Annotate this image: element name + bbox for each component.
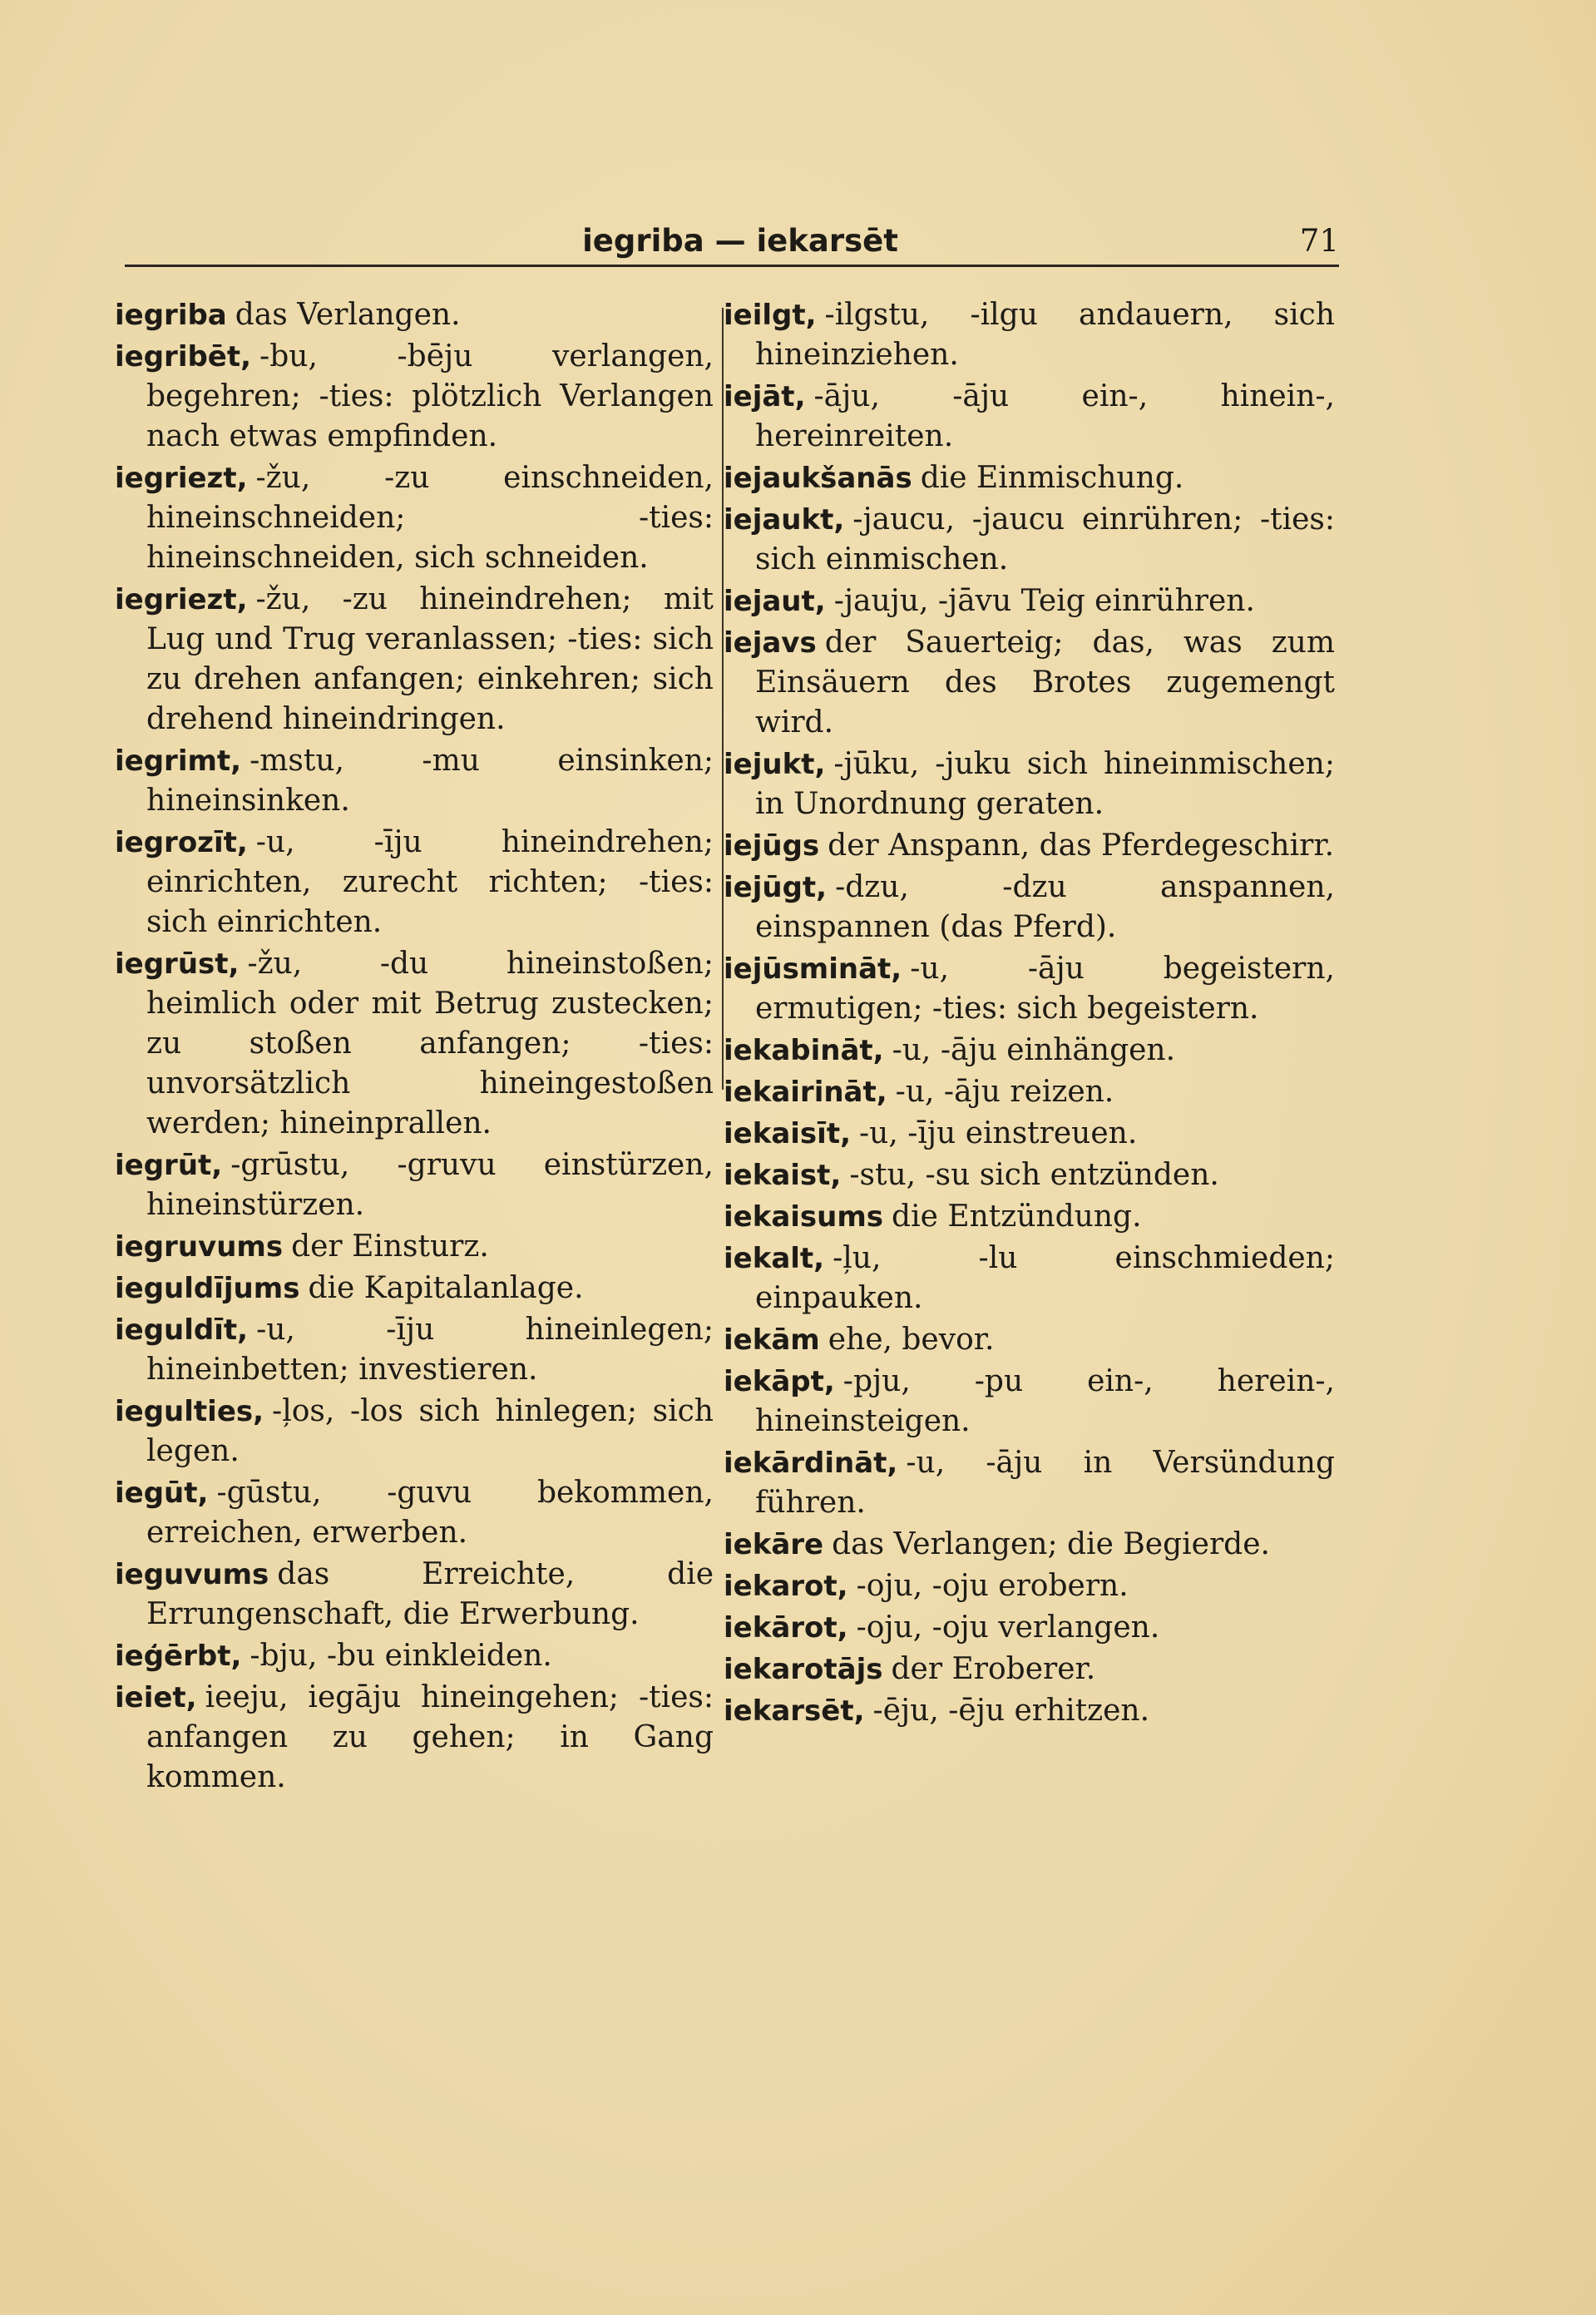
entry-headword: iegruvums: [115, 1230, 284, 1264]
page-header: [125, 223, 1339, 273]
entry-definition: die Entzündung.: [892, 1200, 1142, 1234]
entry-definition: die Einmischung.: [920, 461, 1184, 495]
entry-definition: -žu, -zu hineindrehen; mit Lug und Trug veranlassen; -ties: sich zu drehen anfangen; einkehren; sich drehend hineindringen.: [146, 582, 714, 736]
dictionary-entry: [724, 868, 1335, 947]
dictionary-entry: [115, 1473, 714, 1553]
entry-definition: -bju, -bu einkleiden.: [250, 1639, 552, 1673]
dictionary-entry: [724, 1114, 1335, 1154]
dictionary-entry: [115, 1310, 714, 1390]
entry-definition: -žu, -du hineinstoßen; heimlich oder mit Betrug zustecken; zu stoßen anfangen; -ties: unvorsätzlich hineingestoßen werden; hineinprallen.: [146, 947, 714, 1140]
entry-headword: iejūgt,: [724, 871, 828, 904]
dictionary-entry: [724, 1650, 1335, 1689]
entry-headword: ieguvums: [115, 1558, 269, 1591]
entry-headword: ieiet,: [115, 1681, 197, 1714]
dictionary-entry: [724, 500, 1335, 580]
entry-definition: das Erreichte, die Errungenschaft, die Erwerbung.: [146, 1557, 714, 1631]
entry-definition: -oju, -oju verlangen.: [856, 1610, 1160, 1645]
dictionary-entry: [724, 1072, 1335, 1112]
dictionary-entry: [115, 458, 714, 578]
entry-headword: iekairināt,: [724, 1076, 887, 1109]
entry-headword: iegriezt,: [115, 583, 248, 616]
left-column: [115, 295, 714, 1799]
dictionary-entry: [724, 458, 1335, 498]
dictionary-entry: [115, 1636, 714, 1676]
entry-definition: -ilgstu, -ilgu andauern, sich hineinziehen.: [755, 298, 1335, 372]
entry-headword: ieģērbt,: [115, 1640, 242, 1673]
dictionary-entry: [724, 1239, 1335, 1318]
entry-definition: -ēju, -ēju erhitzen.: [872, 1694, 1150, 1728]
dictionary-entry: [115, 823, 714, 942]
dictionary-entry: [115, 580, 714, 740]
entry-definition: -u, -īju hineindrehen; einrichten, zurecht richten; -ties: sich einrichten.: [146, 825, 714, 939]
dictionary-entry: [724, 826, 1335, 866]
dictionary-entry: [724, 295, 1335, 375]
dictionary-entry: [724, 1031, 1335, 1071]
entry-headword: iekārot,: [724, 1611, 848, 1645]
dictionary-entry: [724, 623, 1335, 743]
entry-definition: -u, -īju einstreuen.: [858, 1116, 1138, 1150]
entry-definition: das Verlangen; die Begierde.: [832, 1527, 1270, 1561]
entry-definition: der Anspann, das Pferdegeschirr.: [828, 829, 1335, 863]
entry-definition: -gūstu, -guvu bekommen, erreichen, erwerben.: [146, 1476, 714, 1550]
entry-headword: iejūgs: [724, 829, 820, 863]
entry-headword: iekām: [724, 1323, 820, 1357]
entry-headword: iegrimt,: [115, 744, 242, 778]
dictionary-entry: [724, 949, 1335, 1029]
entry-headword: iejaukt,: [724, 503, 845, 537]
dictionary-entry: [724, 1197, 1335, 1237]
entry-headword: iegrūst,: [115, 947, 240, 981]
entry-definition: -pju, -pu ein-, herein-, hineinsteigen.: [755, 1364, 1335, 1438]
entry-definition: ehe, bevor.: [828, 1323, 995, 1357]
entry-headword: iejaukšanās: [724, 462, 912, 495]
entry-definition: der Sauerteig; das, was zum Einsäuern des Brotes zugemengt wird.: [755, 626, 1335, 740]
dictionary-entry: [115, 1227, 714, 1267]
entry-definition: -ļu, -lu einschmieden; einpauken.: [755, 1241, 1335, 1315]
dictionary-entry: [724, 744, 1335, 824]
dictionary-entry: [724, 1608, 1335, 1648]
entry-headword: iekaisīt,: [724, 1117, 851, 1150]
page-number: 71: [1299, 223, 1339, 259]
entry-headword: iekāre: [724, 1528, 824, 1561]
entry-definition: das Verlangen.: [235, 298, 461, 332]
entry-definition: -u, -āju begeistern, ermutigen; -ties: sich begeistern.: [755, 952, 1335, 1026]
entry-definition: -stu, -su sich entzünden.: [849, 1158, 1219, 1192]
dictionary-entry: [115, 741, 714, 821]
entry-definition: der Einsturz.: [291, 1229, 489, 1264]
entry-headword: iegrūt,: [115, 1149, 223, 1182]
dictionary-entry: [115, 1392, 714, 1472]
dictionary-entry: [115, 1145, 714, 1225]
entry-definition: -grūstu, -gruvu einstürzen, hineinstürzen.: [146, 1148, 714, 1222]
entry-definition: -jauju, -jāvu Teig einrühren.: [833, 584, 1255, 618]
right-column: [724, 295, 1335, 1733]
dictionary-entry: [724, 1362, 1335, 1442]
entry-definition: -u, -āju reizen.: [895, 1075, 1114, 1109]
dictionary-entry: [115, 337, 714, 457]
entry-definition: -jūku, -juku sich hineinmischen; in Unordnung geraten.: [755, 747, 1335, 821]
entry-definition: -bu, -bēju verlangen, begehren; -ties: plötzlich Verlangen nach etwas empfinden.: [146, 339, 714, 453]
entry-headword: iegriezt,: [115, 462, 248, 495]
entry-headword: iegriba: [115, 299, 227, 332]
entry-headword: iejukt,: [724, 748, 826, 781]
entry-headword: iekarot,: [724, 1570, 848, 1603]
entry-definition: die Kapitalanlage.: [308, 1271, 584, 1305]
entry-headword: iekaist,: [724, 1159, 842, 1192]
entry-headword: iegūt,: [115, 1477, 209, 1510]
entry-headword: iekalt,: [724, 1242, 825, 1275]
dictionary-entry: [724, 1155, 1335, 1195]
entry-definition: -u, -āju in Versündung führen.: [755, 1446, 1335, 1520]
dictionary-entry: [724, 1566, 1335, 1606]
dictionary-entry: [115, 944, 714, 1144]
entry-headword: iekabināt,: [724, 1034, 884, 1067]
entry-headword: iekāpt,: [724, 1365, 835, 1398]
dictionary-entry: [115, 1269, 714, 1308]
entry-headword: iejūsmināt,: [724, 952, 902, 986]
entry-definition: -mstu, -mu einsinken; hineinsinken.: [146, 744, 714, 818]
entry-definition: -jaucu, -jaucu einrühren; -ties: sich einmischen.: [755, 502, 1335, 576]
dictionary-entry: [724, 1691, 1335, 1731]
entry-definition: ieeju, iegāju hineingehen; -ties: anfangen zu gehen; in Gang kommen.: [146, 1680, 714, 1794]
dictionary-entry: [724, 581, 1335, 621]
entry-headword: iekarotājs: [724, 1653, 883, 1686]
entry-headword: iegrozīt,: [115, 826, 248, 859]
dictionary-entry: [115, 1678, 714, 1798]
entry-definition: -dzu, -dzu anspannen, einspannen (das Pferd).: [755, 870, 1335, 944]
entry-definition: -u, -āju einhängen.: [892, 1033, 1176, 1067]
entry-headword: ieilgt,: [724, 299, 817, 332]
entry-headword: iejāt,: [724, 380, 806, 413]
entry-definition: -ļos, -los sich hinlegen; sich legen.: [146, 1394, 714, 1468]
entry-headword: iekārdināt,: [724, 1447, 898, 1480]
entry-definition: -žu, -zu einschneiden, hineinschneiden; -ties: hineinschneiden, sich schneiden.: [146, 461, 714, 575]
dictionary-entry: [724, 1525, 1335, 1565]
dictionary-entry: [724, 1320, 1335, 1360]
running-title: iegriba — iekarsēt: [582, 223, 898, 259]
entry-definition: -u, -īju hineinlegen; hineinbetten; investieren.: [146, 1313, 714, 1387]
dictionary-entry: [724, 377, 1335, 457]
entry-headword: iekaisums: [724, 1200, 884, 1234]
entry-headword: iekarsēt,: [724, 1694, 865, 1728]
dictionary-entry: [115, 295, 714, 335]
header-rule: [125, 265, 1339, 267]
entry-definition: -oju, -oju erobern.: [856, 1569, 1129, 1603]
entry-headword: ieguldīt,: [115, 1313, 249, 1347]
entry-headword: iegribēt,: [115, 340, 252, 373]
entry-definition: -āju, -āju ein-, hinein-, hereinreiten.: [755, 379, 1335, 453]
entry-headword: iejaut,: [724, 585, 826, 618]
dictionary-entry: [724, 1443, 1335, 1523]
dictionary-entry: [115, 1555, 714, 1635]
entry-headword: ieguldījums: [115, 1272, 300, 1305]
entry-definition: der Eroberer.: [891, 1652, 1096, 1686]
entry-headword: iejavs: [724, 626, 817, 660]
entry-headword: iegulties,: [115, 1395, 264, 1428]
